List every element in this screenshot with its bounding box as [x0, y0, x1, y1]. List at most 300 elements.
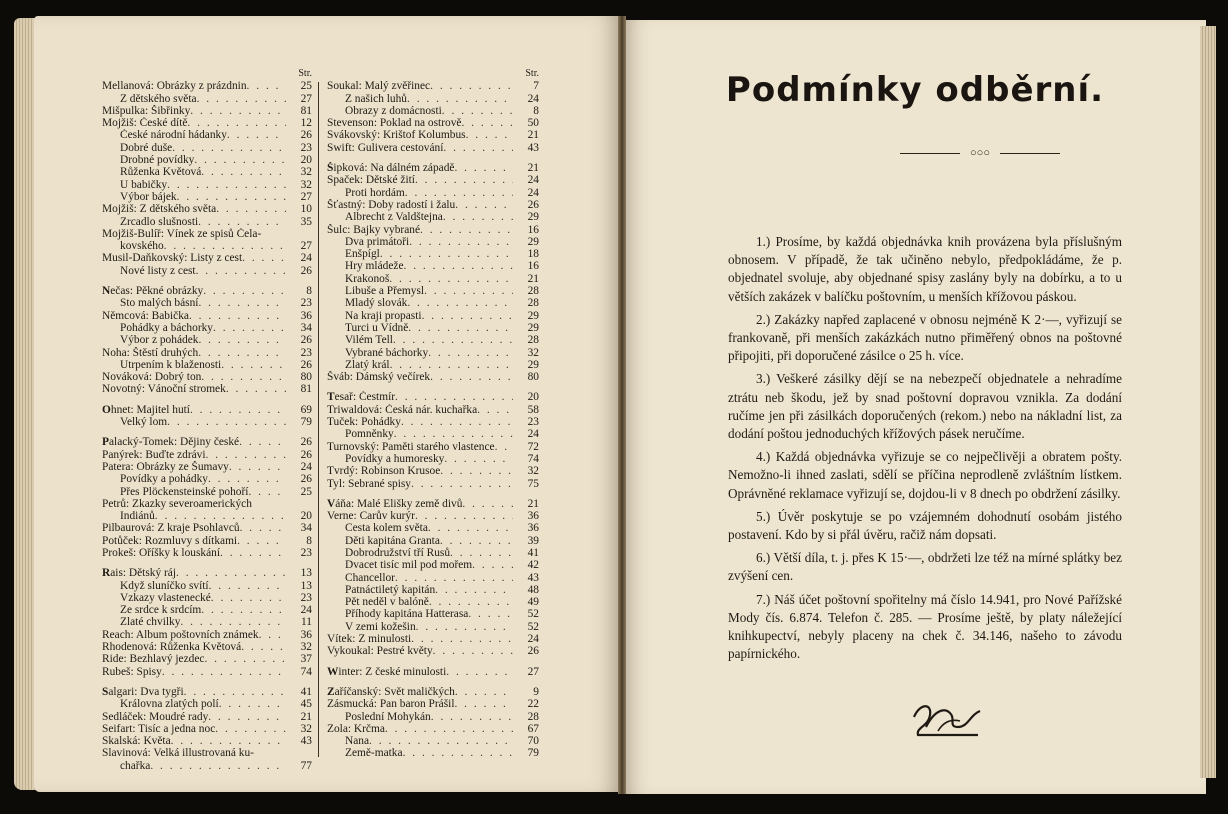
entry-title: Pomněnky	[345, 428, 394, 441]
dot-leader	[431, 711, 513, 723]
entry-page-number: 67	[527, 722, 539, 735]
index-entry	[327, 416, 539, 428]
dot-leader	[259, 629, 286, 641]
index-entry	[327, 93, 539, 105]
section-gap	[102, 559, 312, 567]
term-paragraph-2: 2.) Zakázky napřed zaplacené v obnosu nejméně K 2·—, vyřizují se frankovaně, při menších zakázkách nutno přiměřený obnos na poštovné připojiti, při doporučené zásilce o 25 h. více.	[728, 311, 1122, 364]
index-entry	[102, 359, 312, 371]
entry-title: Váňa: Malé Elišky země divů	[327, 497, 463, 510]
index-entry	[327, 371, 539, 383]
index-entry	[102, 129, 312, 141]
index-entry	[102, 383, 312, 395]
dot-leader	[477, 404, 513, 416]
dot-leader	[395, 391, 513, 403]
index-entry	[327, 199, 539, 211]
index-entry	[327, 428, 539, 440]
dot-leader	[201, 604, 286, 616]
entry-title: Libuše a Přemysl	[345, 285, 425, 298]
entry-title: Na kraji propasti	[345, 309, 422, 322]
index-entry	[327, 666, 539, 678]
entry-page-number: 8	[533, 104, 539, 117]
index-entry	[327, 105, 539, 117]
term-paragraph-3: 3.) Veškeré zásilky dějí se na nebezpečí objednatele a nehradíme ztrátu neb škodu, jež by snad poštovní dopravou vznikla. Za dodání ručíme jen při zásilkách doporučených (rekom.) nebo na nákladní list, za dodání poštou jednoduchých křížových pásek neručíme.	[728, 371, 1122, 442]
entry-page-number: 32	[300, 641, 312, 654]
entry-title: Seifart: Tisíc a jedna noc	[102, 722, 216, 735]
dot-leader	[242, 252, 286, 264]
entry-title: Nové listy z cest	[120, 264, 196, 277]
dot-leader	[198, 334, 286, 346]
dot-leader	[429, 596, 513, 608]
index-entry	[327, 522, 539, 534]
dot-leader	[394, 428, 513, 440]
entry-page-number: 8	[306, 534, 312, 547]
dot-leader	[405, 187, 513, 199]
entry-page-number: 26	[527, 198, 539, 211]
entry-title: Zlatý král	[345, 358, 390, 371]
entry-title: Zásmucká: Pan baron Prášil	[327, 698, 455, 711]
entry-title: Svákovský: Krištof Kolumbus	[327, 129, 466, 142]
dot-leader	[407, 93, 513, 105]
index-entry	[327, 547, 539, 559]
entry-page-number: 32	[300, 166, 312, 179]
decorative-ornament-icon	[908, 697, 988, 741]
entry-title: Tyl: Sebrané spisy	[327, 477, 411, 490]
index-column-2	[327, 68, 539, 760]
dot-leader	[443, 142, 513, 154]
section-gap	[327, 658, 539, 666]
entry-page-number: 36	[300, 309, 312, 322]
dot-leader	[172, 142, 286, 154]
entry-title: Rais: Dětský ráj	[102, 567, 177, 580]
page-column-header-label: Str.	[298, 68, 312, 79]
dot-leader	[428, 347, 513, 359]
entry-title: kovského	[120, 240, 164, 253]
index-entry	[327, 162, 539, 174]
entry-title: Šťastný: Doby radostí i žalu	[327, 198, 456, 211]
term-paragraph-4: 4.) Každá objednávka vyřizuje se co nejpečlivěji a obratem pošty. Nemožno-li ihned zaslati, sdělí se příčina neprodleně zvláštním lístkem. Oprávněné reklamace vyřizují se, dojdou-li v 8 dnech po obdržení zásilky.	[728, 449, 1122, 501]
entry-page-number: 9	[533, 685, 539, 698]
entry-page-number: 26	[300, 436, 312, 449]
divider-line-left	[900, 153, 960, 154]
entry-page-number: 29	[527, 321, 539, 334]
term-paragraph-7: 7.) Náš účet poštovní spořitelny má číslo 14.941, pro Nové Pařížské Mody čís. 6.874. Telefon č. 285. — Prosíme ještě, by platy náležející knihkupectví, nebyly placeny na chek č. 34.146, našeho to závodu papírnického.	[728, 591, 1122, 662]
index-entry	[327, 174, 539, 186]
dot-leader	[240, 522, 286, 534]
entry-title: Salgari: Dva tygři	[102, 685, 184, 698]
entry-title: Tesař: Čestmír	[327, 391, 396, 404]
entry-page-number: 26	[300, 334, 312, 347]
entry-page-number: 20	[527, 391, 539, 404]
entry-title: Nováková: Dobrý ton	[102, 371, 202, 384]
entry-page-number: 79	[527, 747, 539, 760]
section-gap	[327, 678, 539, 686]
entry-page-number: 13	[300, 579, 312, 592]
index-entry	[102, 723, 312, 735]
dot-leader	[198, 216, 286, 228]
entry-page-number: 80	[527, 371, 539, 384]
entry-title: Slavinová: Velká illustrovaná ku-	[102, 747, 254, 760]
entry-page-number: 75	[527, 477, 539, 490]
index-entry	[102, 117, 312, 129]
entry-page-number: 36	[527, 522, 539, 535]
index-entry	[327, 510, 539, 522]
page-edges-right	[1200, 26, 1216, 778]
index-entry	[327, 129, 539, 141]
entry-page-number: 12	[300, 117, 312, 130]
dot-leader	[194, 154, 286, 166]
index-entry	[327, 347, 539, 359]
entry-page-number: 45	[300, 698, 312, 711]
index-entry	[327, 698, 539, 710]
entry-title: Země-matka	[345, 747, 403, 760]
terms-text	[728, 233, 1122, 668]
dot-leader	[407, 297, 513, 309]
entry-page-number: 39	[527, 534, 539, 547]
entry-page-number: 49	[527, 596, 539, 609]
dot-leader	[198, 347, 286, 359]
entry-title: Růženka Květová	[120, 166, 202, 179]
entry-title: chařka	[120, 759, 151, 772]
index-entry	[102, 547, 312, 559]
entry-title: Nana	[345, 735, 370, 748]
index-entry	[327, 596, 539, 608]
entry-page-number: 24	[300, 604, 312, 617]
entry-page-number: 27	[300, 240, 312, 253]
entry-title: Soukal: Malý zvěřinec	[327, 80, 431, 93]
index-entry	[102, 166, 312, 178]
index-entry	[327, 297, 539, 309]
entry-title: Velký lom	[120, 416, 168, 429]
dot-leader	[203, 285, 286, 297]
section-gap	[102, 396, 312, 404]
dot-leader	[180, 616, 286, 628]
dot-leader	[261, 228, 286, 240]
entry-title: Z dětského světa	[120, 92, 197, 105]
dot-leader	[440, 535, 513, 547]
index-entry	[102, 322, 312, 334]
index-entry	[327, 686, 539, 698]
dot-leader	[428, 522, 513, 534]
entry-title: Sedláček: Moudré rady	[102, 710, 209, 723]
dot-leader	[184, 686, 286, 698]
section-gap	[102, 428, 312, 436]
dot-leader	[390, 359, 513, 371]
dot-leader	[424, 285, 513, 297]
entry-title: Pět neděl v balóně	[345, 596, 429, 609]
index-entry	[102, 334, 312, 346]
entry-page-number	[286, 498, 312, 510]
index-entry	[102, 371, 312, 383]
entry-page-number: 37	[300, 653, 312, 666]
dot-leader	[435, 584, 513, 596]
entry-title: Příhody kapitána Hatterasa	[345, 608, 469, 621]
index-entry	[327, 747, 539, 759]
entry-title: Mojžiš: České dítě	[102, 117, 188, 130]
index-entry	[327, 645, 539, 657]
dot-leader	[450, 547, 513, 559]
dot-leader	[401, 416, 513, 428]
entry-title: Povídky a pohádky	[120, 473, 208, 486]
dot-leader	[433, 645, 513, 657]
entry-page-number: 72	[527, 440, 539, 453]
entry-title: Zlaté chvilky	[120, 616, 181, 629]
entry-page-number: 24	[527, 428, 539, 441]
entry-page-number: 23	[527, 416, 539, 429]
dot-leader	[444, 453, 513, 465]
index-entry	[327, 498, 539, 510]
index-entry	[327, 584, 539, 596]
index-entry	[102, 461, 312, 473]
entry-title: Obrazy z domácnosti	[345, 104, 442, 117]
entry-page-number: 41	[300, 685, 312, 698]
entry-page-number: 32	[300, 178, 312, 191]
entry-page-number: 52	[527, 620, 539, 633]
dot-leader	[416, 621, 513, 633]
book-gutter	[618, 16, 626, 794]
entry-page-number: 21	[527, 497, 539, 510]
dot-leader	[226, 383, 286, 395]
entry-title: Dva primátoři	[345, 235, 410, 248]
index-entry	[327, 285, 539, 297]
index-entry	[102, 347, 312, 359]
entry-title: Enšpígl	[345, 248, 380, 261]
index-entry	[327, 142, 539, 154]
section-gap	[327, 490, 539, 498]
entry-title: Vítek: Z minulosti	[327, 633, 412, 646]
entry-page-number: 34	[300, 321, 312, 334]
index-entry	[102, 567, 312, 579]
dot-leader	[466, 129, 513, 141]
entry-title: Ohnet: Majitel hutí	[102, 403, 190, 416]
entry-title: Turci u Vídně	[345, 321, 409, 334]
dot-leader	[171, 735, 286, 747]
index-entry	[102, 228, 312, 240]
entry-page-number: 29	[527, 309, 539, 322]
dot-leader	[395, 572, 513, 584]
entry-page-number: 25	[300, 80, 312, 93]
dot-leader	[468, 608, 513, 620]
entry-page-number: 77	[300, 759, 312, 772]
entry-page-number: 8	[306, 285, 312, 298]
dot-leader	[443, 211, 513, 223]
divider-ornament: ○○○	[970, 147, 990, 159]
entry-page-number: 69	[300, 403, 312, 416]
entry-title: Vybrané báchorky	[345, 346, 429, 359]
entry-title: Turnovský: Paměti starého vlastence	[327, 440, 495, 453]
entry-page-number: 29	[527, 235, 539, 248]
dot-leader	[237, 535, 286, 547]
entry-title: Vilém Tell	[345, 334, 393, 347]
column-divider	[318, 82, 319, 757]
dot-leader	[190, 105, 286, 117]
dot-leader	[252, 498, 286, 510]
index-entry	[102, 653, 312, 665]
index-entry	[327, 608, 539, 620]
dot-leader	[190, 404, 286, 416]
entry-page-number: 26	[300, 358, 312, 371]
section-gap	[327, 383, 539, 391]
entry-page-number: 10	[300, 203, 312, 216]
entry-page-number: 23	[300, 346, 312, 359]
entry-title: Zola: Krčma	[327, 722, 385, 735]
dot-leader	[208, 473, 286, 485]
entry-page-number: 21	[527, 162, 539, 175]
dot-leader	[430, 371, 513, 383]
entry-page-number: 20	[300, 154, 312, 167]
entry-page-number: 21	[300, 710, 312, 723]
dot-leader	[167, 416, 286, 428]
dot-leader	[440, 465, 513, 477]
dot-leader	[422, 310, 513, 322]
entry-page-number: 74	[527, 452, 539, 465]
dot-leader	[164, 240, 286, 252]
dot-leader	[430, 80, 513, 92]
dot-leader	[415, 174, 513, 186]
entry-title: Když sluníčko svítí	[120, 579, 209, 592]
entry-page-number: 7	[533, 80, 539, 93]
entry-page-number: 27	[300, 92, 312, 105]
index-entry	[102, 486, 312, 498]
entry-page-number: 50	[527, 117, 539, 130]
index-entry	[327, 236, 539, 248]
index-entry	[327, 572, 539, 584]
dot-leader	[201, 371, 286, 383]
index-entry	[102, 641, 312, 653]
entry-title: Vykoukal: Pestré květy	[327, 645, 433, 658]
dot-leader	[393, 334, 513, 346]
dot-leader	[213, 322, 286, 334]
dot-leader	[219, 698, 286, 710]
entry-title: Patera: Obrázky ze Šumavy	[102, 460, 229, 473]
dot-leader	[455, 686, 513, 698]
entry-title: Cesta kolem světa	[345, 522, 428, 535]
entry-page-number: 41	[527, 546, 539, 559]
entry-title: Swift: Gulivera cestování	[327, 141, 444, 154]
entry-title: Výbor z pohádek	[120, 334, 199, 347]
entry-page-number: 32	[527, 346, 539, 359]
entry-title: Rhodenová: Růženka Květová	[102, 641, 242, 654]
entry-page-number: 21	[527, 129, 539, 142]
dot-leader	[455, 199, 513, 211]
section-gap	[102, 678, 312, 686]
entry-page-number: 23	[300, 546, 312, 559]
dot-leader	[220, 547, 286, 559]
index-entry	[102, 449, 312, 461]
entry-title: Šipková: Na dálném západě	[327, 162, 455, 175]
entry-title: Ride: Bezhlavý jezdec	[102, 653, 205, 666]
entry-title: Hry mládeže	[345, 260, 404, 273]
entry-page-number: 26	[300, 448, 312, 461]
entry-title: Pilbaurová: Z kraje Psohlavců	[102, 522, 240, 535]
entry-page-number: 26	[300, 264, 312, 277]
dot-leader	[389, 273, 513, 285]
entry-title: Poslední Mohykán	[345, 710, 431, 723]
index-entry	[102, 216, 312, 228]
entry-page-number: 32	[300, 722, 312, 735]
entry-page-number: 21	[527, 272, 539, 285]
entry-page-number: 24	[527, 633, 539, 646]
dot-leader	[227, 129, 286, 141]
entry-page-number	[286, 747, 312, 759]
dot-leader	[229, 461, 286, 473]
index-entry	[102, 240, 312, 252]
entry-title: Sto malých básní	[120, 297, 199, 310]
entry-page-number: 23	[300, 591, 312, 604]
entry-page-number: 26	[300, 473, 312, 486]
dot-leader	[208, 711, 286, 723]
entry-title: Šulc: Bajky vybrané	[327, 223, 421, 236]
index-entry	[102, 535, 312, 547]
index-entry	[102, 616, 312, 628]
entry-page-number: 74	[300, 665, 312, 678]
entry-title: Mojžiš-Bulíř: Vínek ze spisů Čela-	[102, 227, 262, 240]
index-entry	[102, 711, 312, 723]
index-entry	[327, 404, 539, 416]
entry-page-number: 24	[300, 460, 312, 473]
dot-leader	[197, 93, 286, 105]
entry-title: Zrcadlo slušnosti	[120, 215, 199, 228]
entry-title: Přes Plöckensteinské pohoří	[120, 485, 249, 498]
entry-page-number: 18	[527, 248, 539, 261]
index-entry	[102, 203, 312, 215]
index-entry	[327, 359, 539, 371]
index-entry	[102, 142, 312, 154]
index-column-1	[102, 68, 312, 772]
entry-page-number: 34	[300, 522, 312, 535]
entry-title: Krakonoš	[345, 272, 390, 285]
index-entry	[327, 334, 539, 346]
dot-leader	[420, 224, 513, 236]
index-entry	[327, 535, 539, 547]
entry-page-number: 36	[527, 510, 539, 523]
entry-page-number: 26	[300, 129, 312, 142]
index-entry	[102, 510, 312, 522]
entry-title: České národní hádanky	[120, 129, 227, 142]
index-entry	[102, 735, 312, 747]
entry-title: Verne: Carův kurýr	[327, 510, 415, 523]
dot-leader	[495, 441, 513, 453]
dot-leader	[446, 666, 513, 678]
dot-leader	[442, 105, 513, 117]
entry-title: Němcová: Babička	[102, 309, 189, 322]
index-entry	[102, 604, 312, 616]
dot-leader	[254, 747, 286, 759]
entry-title: U babičky	[120, 178, 168, 191]
entry-page-number: 24	[527, 92, 539, 105]
index-entry	[102, 760, 312, 772]
entry-page-number: 20	[300, 510, 312, 523]
entry-title: Mellanová: Obrázky z prázdnin	[102, 80, 247, 93]
entry-title: Mišpulka: Šibřinky	[102, 104, 191, 117]
dot-leader	[206, 449, 286, 461]
entry-page-number: 35	[300, 215, 312, 228]
title-divider	[900, 149, 1060, 159]
entry-title: Mojžiš: Z dětského světa	[102, 203, 217, 216]
dot-leader	[196, 265, 286, 277]
entry-page-number: 52	[527, 608, 539, 621]
term-paragraph-1: 1.) Prosíme, by každá objednávka knih provázena byla příslušným obnosem. V případě, že tak učiněno nebylo, předpokládáme, že p. objednatel svoluje, aby objednané spisy zaslány byly na dobírku, a to u větších zakázek v balíčku poštovním, u menších křížovou páskou.	[728, 234, 1122, 304]
index-entry	[327, 735, 539, 747]
dot-leader	[176, 567, 286, 579]
dot-leader	[408, 322, 513, 334]
dot-leader	[177, 191, 286, 203]
entry-page-number: 42	[527, 559, 539, 572]
index-entry	[102, 416, 312, 428]
dot-leader	[187, 117, 286, 129]
entry-page-number: 36	[300, 628, 312, 641]
entry-title: Povídky a humoresky	[345, 452, 445, 465]
page-column-header-label: Str.	[525, 68, 539, 79]
